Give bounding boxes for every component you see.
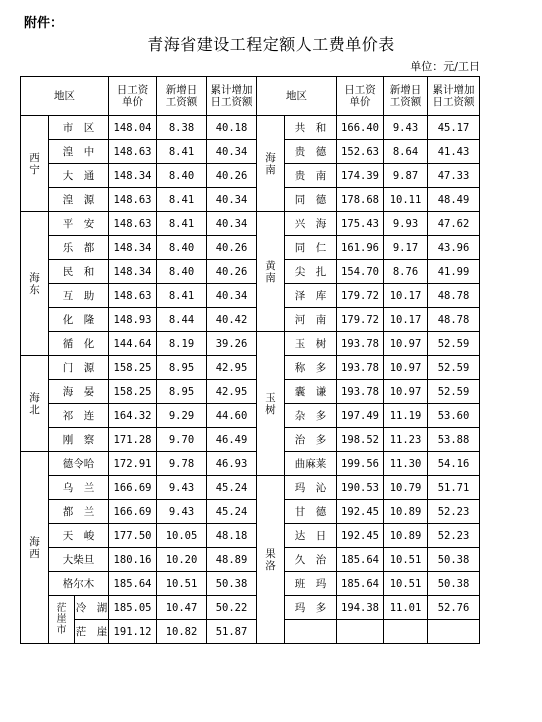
new-wage-cell: 8.40 [157,260,207,284]
county-name-cell: 玉 树 [285,332,337,356]
cumulative-wage-cell: 42.95 [207,380,257,404]
header-new-line2: 工资额 [165,96,198,108]
county-name-cell: 囊 谦 [285,380,337,404]
county-name-cell: 都 兰 [49,500,109,524]
county-name-cell: 冷 湖 [75,596,109,620]
cumulative-wage-cell: 54.16 [428,452,480,476]
region-group-cell: 海 北 [21,356,49,452]
county-name-cell: 尖 扎 [285,260,337,284]
cumulative-wage-cell: 40.34 [207,212,257,236]
new-wage-cell: 10.20 [157,548,207,572]
daily-price-cell: 185.64 [109,572,157,596]
daily-price-cell: 148.63 [109,188,157,212]
daily-price-cell: 178.68 [337,188,384,212]
table-row [21,404,480,428]
daily-price-cell: 193.78 [337,356,384,380]
cumulative-wage-cell: 52.59 [428,380,480,404]
county-name-cell: 同 德 [285,188,337,212]
table-row [21,116,480,140]
daily-price-cell: 194.38 [337,596,384,620]
cumulative-wage-cell: 50.38 [428,572,480,596]
region-group-cell: 玉 树 [257,332,285,476]
new-wage-cell: 9.43 [384,116,428,140]
table-row [21,548,480,572]
county-name-cell: 天 峻 [49,524,109,548]
cumulative-wage-cell: 40.34 [207,188,257,212]
daily-price-cell: 152.63 [337,140,384,164]
new-wage-cell: 8.41 [157,140,207,164]
county-name-cell: 循 化 [49,332,109,356]
cumulative-wage-cell: 48.78 [428,308,480,332]
cumulative-wage-cell: 52.76 [428,596,480,620]
table-row [21,476,480,500]
county-name-cell: 祁 连 [49,404,109,428]
header-new-line2: 工资额 [389,96,422,108]
daily-price-cell: 148.63 [109,284,157,308]
cumulative-wage-cell: 41.43 [428,140,480,164]
new-wage-cell: 10.51 [157,572,207,596]
unit-label: 单位：元/工日 [410,60,480,73]
county-name-cell: 湟 中 [49,140,109,164]
table-row [21,572,480,596]
new-wage-cell: 8.44 [157,308,207,332]
header-cum-line2: 日工资额 [210,96,253,108]
header-daily-price-line1: 日工资 [116,84,149,96]
header-cum-right [428,77,480,116]
region-group-cell: 海 东 [21,212,49,356]
cumulative-wage-cell: 45.24 [207,500,257,524]
new-wage-cell: 9.29 [157,404,207,428]
table-row [21,260,480,284]
cumulative-wage-cell: 47.62 [428,212,480,236]
table-row [21,236,480,260]
new-wage-cell: 10.82 [157,620,207,644]
county-name-cell: 贵 南 [285,164,337,188]
header-daily-price-right [337,77,384,116]
cumulative-wage-cell: 51.87 [207,620,257,644]
new-wage-cell: 8.76 [384,260,428,284]
header-cum-line2: 日工资额 [432,96,475,108]
cumulative-wage-cell: 48.18 [207,524,257,548]
cumulative-wage-cell: 52.59 [428,332,480,356]
county-name-cell: 乌 兰 [49,476,109,500]
table-row [21,620,480,644]
cumulative-wage-cell: 52.23 [428,524,480,548]
new-wage-cell: 9.93 [384,212,428,236]
daily-price-cell: 158.25 [109,356,157,380]
header-daily-price-line1: 日工资 [344,84,376,96]
daily-price-cell: 190.53 [337,476,384,500]
county-name-cell: 刚 察 [49,428,109,452]
new-wage-cell: 11.23 [384,428,428,452]
new-wage-cell: 10.89 [384,500,428,524]
header-daily-price-left [109,77,157,116]
header-daily-price-line2: 单价 [122,96,144,108]
daily-price-cell: 174.39 [337,164,384,188]
new-wage-cell: 8.64 [384,140,428,164]
county-name-cell: 民 和 [49,260,109,284]
county-name-cell: 平 安 [49,212,109,236]
region-group-cell: 海 西 [21,452,49,644]
cumulative-wage-cell: 52.59 [428,356,480,380]
table-row [21,428,480,452]
cumulative-wage-cell: 48.89 [207,548,257,572]
new-wage-cell: 8.19 [157,332,207,356]
cumulative-wage-cell: 48.49 [428,188,480,212]
cumulative-wage-cell: 40.26 [207,236,257,260]
header-daily-price-line2: 单价 [349,96,371,108]
daily-price-cell: 192.45 [337,524,384,548]
table-row [21,452,480,476]
daily-price-cell: 180.16 [109,548,157,572]
county-name-cell: 泽 库 [285,284,337,308]
cumulative-wage-cell: 51.71 [428,476,480,500]
daily-price-cell: 191.12 [109,620,157,644]
new-wage-cell: 8.41 [157,188,207,212]
header-row [21,77,480,116]
daily-price-cell: 185.64 [337,572,384,596]
header-new-left [157,77,207,116]
new-wage-cell: 8.41 [157,212,207,236]
attachment-label: 附件： [24,16,64,31]
new-wage-cell: 10.97 [384,332,428,356]
new-wage-cell: 10.89 [384,524,428,548]
new-wage-cell: 9.43 [157,476,207,500]
county-name-cell: 同 仁 [285,236,337,260]
daily-price-cell [337,620,384,644]
daily-price-cell: 199.56 [337,452,384,476]
new-wage-cell: 9.70 [157,428,207,452]
new-wage-cell: 10.11 [384,188,428,212]
new-wage-cell [384,620,428,644]
cumulative-wage-cell: 50.22 [207,596,257,620]
new-wage-cell: 10.05 [157,524,207,548]
new-wage-cell: 10.51 [384,548,428,572]
daily-price-cell: 185.64 [337,548,384,572]
cumulative-wage-cell: 45.24 [207,476,257,500]
county-name-cell: 玛 沁 [285,476,337,500]
region-group-cell: 海 南 [257,116,285,212]
new-wage-cell: 11.30 [384,452,428,476]
table-row [21,524,480,548]
county-name-cell: 曲麻莱 [285,452,337,476]
header-region-right: 地区 [257,77,337,116]
county-name-cell: 久 治 [285,548,337,572]
daily-price-cell: 179.72 [337,308,384,332]
new-wage-cell: 10.17 [384,308,428,332]
daily-price-cell: 158.25 [109,380,157,404]
cumulative-wage-cell: 50.38 [428,548,480,572]
cumulative-wage-cell: 42.95 [207,356,257,380]
header-new-line1: 新增日 [165,84,198,96]
county-name-cell: 大柴旦 [49,548,109,572]
county-name-cell: 互 助 [49,284,109,308]
cumulative-wage-cell [428,620,480,644]
cumulative-wage-cell: 53.60 [428,404,480,428]
daily-price-cell: 148.34 [109,260,157,284]
county-name-cell: 共 和 [285,116,337,140]
daily-price-cell: 148.63 [109,212,157,236]
cumulative-wage-cell: 40.34 [207,140,257,164]
cumulative-wage-cell: 46.93 [207,452,257,476]
cumulative-wage-cell: 39.26 [207,332,257,356]
table-row [21,212,480,236]
sub-region-cell: 茫 崖 市 [49,596,75,644]
new-wage-cell: 9.43 [157,500,207,524]
new-wage-cell: 10.47 [157,596,207,620]
header-cum-left [207,77,257,116]
daily-price-cell: 192.45 [337,500,384,524]
cumulative-wage-cell: 53.88 [428,428,480,452]
daily-price-cell: 166.69 [109,500,157,524]
county-name-cell: 茫 崖 [75,620,109,644]
county-name-cell: 兴 海 [285,212,337,236]
new-wage-cell: 8.41 [157,284,207,308]
county-name-cell: 湟 源 [49,188,109,212]
county-name-cell: 门 源 [49,356,109,380]
county-name-cell: 玛 多 [285,596,337,620]
county-name-cell: 格尔木 [49,572,109,596]
daily-price-cell: 148.93 [109,308,157,332]
cumulative-wage-cell: 44.60 [207,404,257,428]
cumulative-wage-cell: 40.42 [207,308,257,332]
cumulative-wage-cell: 43.96 [428,236,480,260]
county-name-cell: 市 区 [49,116,109,140]
cumulative-wage-cell: 40.18 [207,116,257,140]
county-name-cell: 德令哈 [49,452,109,476]
cumulative-wage-cell: 40.34 [207,284,257,308]
table-row [21,140,480,164]
new-wage-cell: 9.17 [384,236,428,260]
daily-price-cell: 193.78 [337,380,384,404]
new-wage-cell: 10.17 [384,284,428,308]
header-cum-line1: 累计增加 [432,84,475,96]
region-group-cell: 果 洛 [257,476,285,644]
new-wage-cell: 9.87 [384,164,428,188]
cumulative-wage-cell: 46.49 [207,428,257,452]
cumulative-wage-cell: 41.99 [428,260,480,284]
new-wage-cell: 11.19 [384,404,428,428]
county-name-cell: 甘 德 [285,500,337,524]
county-name-cell: 贵 德 [285,140,337,164]
daily-price-cell: 148.34 [109,236,157,260]
new-wage-cell: 10.79 [384,476,428,500]
header-new-line1: 新增日 [389,84,422,96]
daily-price-cell: 148.04 [109,116,157,140]
daily-price-cell: 193.78 [337,332,384,356]
daily-price-cell: 161.96 [337,236,384,260]
daily-price-cell: 144.64 [109,332,157,356]
county-name-cell: 海 晏 [49,380,109,404]
new-wage-cell: 10.97 [384,380,428,404]
daily-price-cell: 185.05 [109,596,157,620]
daily-price-cell: 154.70 [337,260,384,284]
county-name-cell: 治 多 [285,428,337,452]
county-name-cell: 称 多 [285,356,337,380]
new-wage-cell: 10.97 [384,356,428,380]
daily-price-cell: 148.34 [109,164,157,188]
daily-price-cell: 148.63 [109,140,157,164]
county-name-cell: 杂 多 [285,404,337,428]
region-group-cell: 黄 南 [257,212,285,332]
cumulative-wage-cell: 40.26 [207,260,257,284]
wage-table [20,76,480,644]
county-name-cell [285,620,337,644]
new-wage-cell: 8.40 [157,164,207,188]
daily-price-cell: 166.69 [109,476,157,500]
new-wage-cell: 8.95 [157,380,207,404]
cumulative-wage-cell: 48.78 [428,284,480,308]
page-title: 青海省建设工程定额人工费单价表 [147,35,395,54]
header-region-left: 地区 [21,77,109,116]
new-wage-cell: 9.78 [157,452,207,476]
table-row [21,332,480,356]
table-row [21,596,480,620]
daily-price-cell: 172.91 [109,452,157,476]
new-wage-cell: 10.51 [384,572,428,596]
county-name-cell: 班 玛 [285,572,337,596]
county-name-cell: 乐 都 [49,236,109,260]
cumulative-wage-cell: 45.17 [428,116,480,140]
table-row [21,308,480,332]
new-wage-cell: 8.38 [157,116,207,140]
county-name-cell: 河 南 [285,308,337,332]
new-wage-cell: 11.01 [384,596,428,620]
daily-price-cell: 166.40 [337,116,384,140]
cumulative-wage-cell: 52.23 [428,500,480,524]
new-wage-cell: 8.95 [157,356,207,380]
table-row [21,500,480,524]
table-row [21,356,480,380]
cumulative-wage-cell: 40.26 [207,164,257,188]
cumulative-wage-cell: 47.33 [428,164,480,188]
daily-price-cell: 164.32 [109,404,157,428]
daily-price-cell: 179.72 [337,284,384,308]
table-row [21,164,480,188]
daily-price-cell: 171.28 [109,428,157,452]
county-name-cell: 化 隆 [49,308,109,332]
header-new-right [384,77,428,116]
table-row [21,284,480,308]
daily-price-cell: 197.49 [337,404,384,428]
county-name-cell: 达 日 [285,524,337,548]
region-group-cell: 西 宁 [21,116,49,212]
table-row [21,380,480,404]
daily-price-cell: 175.43 [337,212,384,236]
county-name-cell: 大 通 [49,164,109,188]
cumulative-wage-cell: 50.38 [207,572,257,596]
daily-price-cell: 177.50 [109,524,157,548]
header-cum-line1: 累计增加 [210,84,253,96]
new-wage-cell: 8.40 [157,236,207,260]
daily-price-cell: 198.52 [337,428,384,452]
table-row [21,188,480,212]
